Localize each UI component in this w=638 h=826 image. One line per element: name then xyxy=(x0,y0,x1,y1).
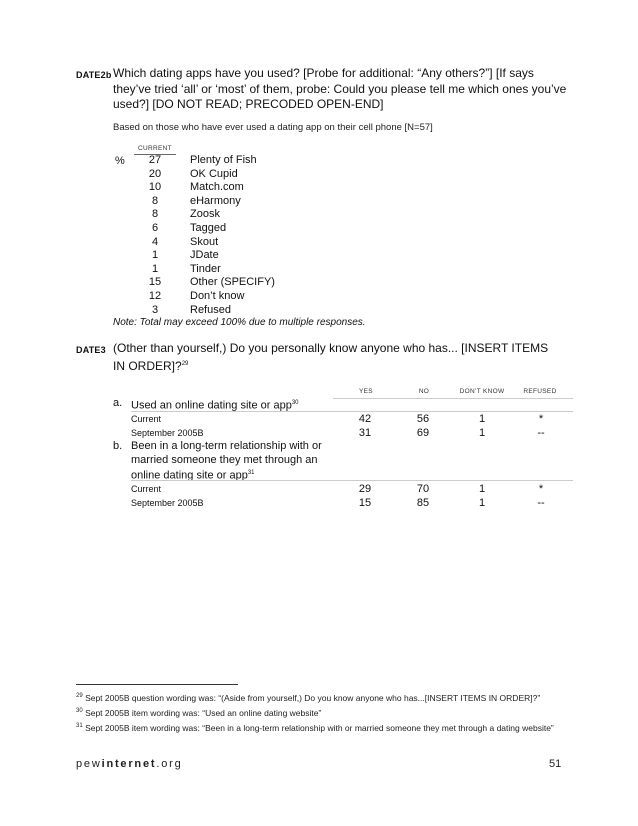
row-label: September 2005B xyxy=(131,428,204,438)
value-dont-know: 1 xyxy=(478,413,486,425)
footnote xyxy=(76,720,566,735)
row-label: eHarmony xyxy=(190,194,241,207)
value-no: 70 xyxy=(416,483,430,495)
footnote-number: 31 xyxy=(76,722,83,729)
row-label: Plenty of Fish xyxy=(190,154,257,166)
row-label: Don’t know xyxy=(190,290,245,302)
footnote xyxy=(76,690,566,705)
value-dont-know: 1 xyxy=(478,427,486,439)
footnote-text: Sept 2005B question wording was: “(Aside from yourself,) Do you know anyone who has...[INSERT ITEMS IN ORDER]?” xyxy=(85,692,541,703)
row-value: 1 xyxy=(151,249,159,262)
footnote-number: 30 xyxy=(76,707,83,714)
value-dont-know: 1 xyxy=(478,497,486,509)
value-refused: -- xyxy=(537,497,545,509)
footnote-text: Sept 2005B item wording was: “Been in a long-term relationship with or married someone they met through a dating website” xyxy=(85,722,554,733)
footnote xyxy=(76,705,566,720)
percent-sign: % xyxy=(115,155,125,167)
item-letter: a. xyxy=(113,397,123,409)
row-label: Other (SPECIFY) xyxy=(190,276,275,289)
column-header-rule xyxy=(333,398,573,399)
value-yes: 29 xyxy=(358,483,372,495)
row-value: 3 xyxy=(151,303,159,316)
item-rule xyxy=(131,411,573,412)
footer-site-suffix: .org xyxy=(156,758,183,770)
footer-site-bold: internet xyxy=(101,758,157,770)
value-no: 69 xyxy=(416,427,430,439)
footnote-text: Sept 2005B item wording was: “Used an online dating website” xyxy=(85,707,322,718)
row-label: Match.com xyxy=(190,181,244,194)
row-label: September 2005B xyxy=(131,498,204,508)
row-label: OK Cupid xyxy=(190,167,238,180)
row-label: Current xyxy=(131,484,162,494)
value-yes: 15 xyxy=(358,497,372,509)
question-text: (Other than yourself,) Do you personally know anyone who has... [INSERT ITEMS IN ORDER]? xyxy=(113,341,549,373)
row-value: 4 xyxy=(151,235,159,248)
row-value: 1 xyxy=(151,262,159,275)
row-value: 20 xyxy=(148,167,162,180)
value-refused: * xyxy=(538,483,544,495)
item-text xyxy=(131,440,327,483)
column-header-dont-know: DON’T KNOW xyxy=(459,388,505,395)
column-header-yes: YES xyxy=(359,388,373,395)
footnote-ref: 29 xyxy=(181,360,189,367)
footnote-separator xyxy=(76,684,238,685)
footer-site xyxy=(76,758,183,770)
page-number: 51 xyxy=(549,758,562,770)
footnotes xyxy=(76,690,566,734)
item-letter: b. xyxy=(113,440,123,452)
footnote-ref: 31 xyxy=(247,470,255,476)
item-text-label: Been in a long-term relationship with or married someone they met through an online dating site or app xyxy=(131,440,322,482)
row-value: 15 xyxy=(148,276,162,289)
item-text-label: Used an online dating site or app xyxy=(131,399,292,412)
row-label: Current xyxy=(131,414,162,424)
row-value: 8 xyxy=(151,194,159,207)
footnote-ref: 30 xyxy=(291,400,299,406)
base-text-date2b: Based on those who have ever used a dating app on their cell phone [N=57] xyxy=(113,122,433,133)
row-label: JDate xyxy=(190,249,219,262)
value-no: 85 xyxy=(416,497,430,509)
column-header-current: CURRENT xyxy=(138,145,172,152)
row-label: Tagged xyxy=(190,222,227,234)
row-value: 12 xyxy=(148,290,162,302)
value-refused: -- xyxy=(537,427,545,439)
note-date2b: Note: Total may exceed 100% due to multiple responses. xyxy=(113,317,366,328)
footnote-number: 29 xyxy=(76,693,83,699)
item-rule xyxy=(131,480,573,481)
value-yes: 42 xyxy=(358,413,372,425)
value-refused: * xyxy=(538,413,544,425)
row-label: Skout xyxy=(190,235,219,248)
row-label: Refused xyxy=(190,303,231,316)
row-value: 6 xyxy=(151,222,159,234)
question-id-date3: DATE3 xyxy=(76,345,106,355)
value-yes: 31 xyxy=(358,427,372,439)
column-header-no: NO xyxy=(418,388,430,395)
row-label: Zoosk xyxy=(190,208,220,221)
footer-site-prefix: pew xyxy=(76,758,102,770)
question-text-date3 xyxy=(113,341,563,374)
row-value: 10 xyxy=(148,181,162,194)
column-header-refused: REFUSED xyxy=(523,388,557,395)
value-no: 56 xyxy=(416,413,430,425)
row-value: 27 xyxy=(148,154,162,166)
question-id-date2b: DATE2b xyxy=(76,70,112,80)
value-dont-know: 1 xyxy=(478,483,486,495)
row-value: 8 xyxy=(151,208,159,221)
question-text-date2b: Which dating apps have you used? [Probe for additional: “Any others?”] [If says they’ve tried ‘all’ or ‘most’ of them, probe: Could you please tell me which ones you’ve used?] [DO NOT READ; PRECODED OPEN-END] xyxy=(113,66,567,111)
row-label: Tinder xyxy=(190,262,221,275)
